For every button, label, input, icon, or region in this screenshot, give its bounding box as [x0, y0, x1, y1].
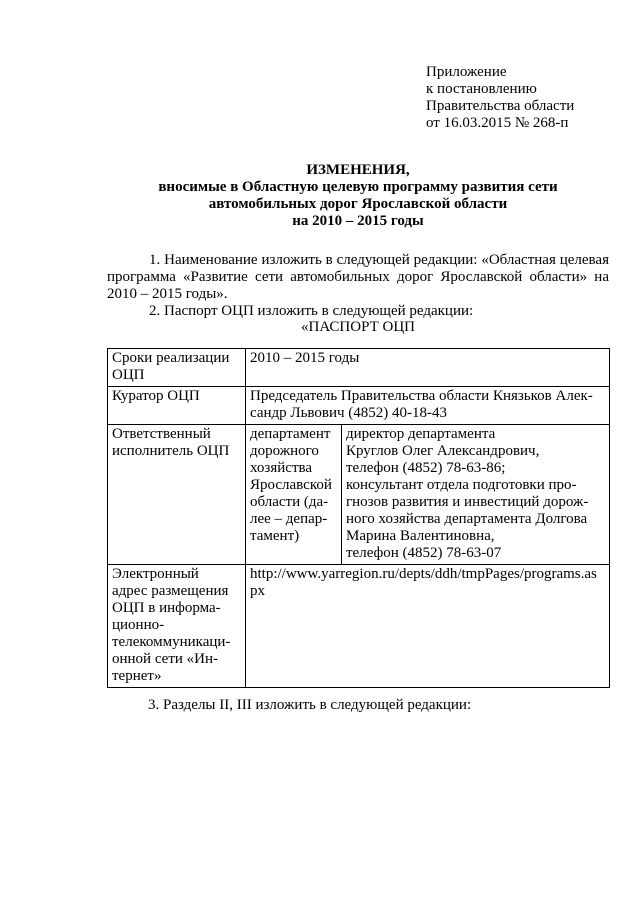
paragraph-2: 2. Паспорт ОЦП изложить в следующей редакции:: [149, 303, 474, 319]
cell-line: тамент): [250, 528, 300, 544]
cell-line: дорожного: [250, 443, 319, 459]
cell-line: ОЦП: [112, 367, 145, 383]
appendix-line: от 16.03.2015 № 268-п: [426, 115, 569, 131]
cell-line: лее – депар-: [250, 511, 328, 527]
passport-table: [107, 348, 610, 688]
cell-line: ного хозяйства департамента Долгова: [346, 511, 588, 527]
row-value-curator: [246, 387, 610, 425]
cell-line: ОЦП в информа-: [112, 600, 221, 616]
title-heading: ИЗМЕНЕНИЯ,: [306, 162, 410, 178]
cell-line: адрес размещения: [112, 583, 229, 599]
row-value-web-address: [246, 565, 610, 688]
row-label-curator: [108, 387, 246, 425]
row-value-terms: [246, 349, 610, 387]
cell-line: исполнитель ОЦП: [112, 443, 230, 459]
cell-line: Сроки реализации: [112, 350, 230, 366]
cell-line: Куратор ОЦП: [112, 388, 200, 404]
row-value-executor-contacts: [342, 425, 610, 565]
cell-line: Круглов Олег Александрович,: [346, 443, 540, 459]
table-row: [108, 565, 610, 688]
cell-line: 2010 – 2015 годы: [250, 350, 360, 366]
row-label-web-address: [108, 565, 246, 688]
passport-heading: «ПАСПОРТ ОЦП: [300, 319, 416, 335]
cell-line: Электронный: [112, 566, 199, 582]
url-line: px: [250, 583, 265, 599]
document-title: [100, 162, 616, 230]
row-label-executor: [108, 425, 246, 565]
cell-line: тернет»: [112, 668, 162, 684]
table-row: [108, 425, 610, 565]
cell-line: консультант отдела подготовки про-: [346, 477, 577, 493]
paragraph-3: 3. Разделы II, III изложить в следующей редакции:: [148, 697, 472, 713]
cell-line: сандр Львович (4852) 40-18-43: [250, 405, 448, 421]
cell-line: онной сети «Ин-: [112, 651, 219, 667]
cell-line: хозяйства: [250, 460, 313, 476]
appendix-header: [426, 64, 626, 132]
cell-line: гнозов развития и инвестиций дорож-: [346, 494, 589, 510]
cell-line: телекоммуникаци-: [112, 634, 231, 650]
url-line: http://www.yarregion.ru/depts/ddh/tmpPages/programs.as: [250, 566, 597, 582]
appendix-line: Приложение: [426, 64, 507, 80]
cell-line: Ответственный: [112, 426, 211, 442]
cell-line: Ярославской: [250, 477, 332, 493]
appendix-line: Правительства области: [426, 98, 575, 114]
cell-line: департамент: [250, 426, 331, 442]
row-value-executor-department: [246, 425, 342, 565]
title-line: вносимые в Областную целевую программу развития сети: [158, 179, 558, 195]
row-label-terms: [108, 349, 246, 387]
title-line: на 2010 – 2015 годы: [292, 213, 424, 229]
title-line: автомобильных дорог Ярославской области: [208, 196, 508, 212]
cell-line: Председатель Правительства области Князьков Алек-: [250, 388, 593, 404]
table-row: [108, 387, 610, 425]
cell-line: Марина Валентиновна,: [346, 528, 495, 544]
appendix-line: к постановлению: [426, 81, 537, 97]
cell-line: директор департамента: [346, 426, 496, 442]
cell-line: телефон (4852) 78-63-07: [346, 545, 502, 561]
cell-line: телефон (4852) 78-63-86;: [346, 460, 506, 476]
table-row: [108, 349, 610, 387]
cell-line: области (да-: [250, 494, 329, 510]
paragraph-1: 1. Наименование изложить в следующей редакции: «Областная целевая программа «Развитие сети автомобильных дорог Ярославской области» на 2010 – 2015 годы».: [107, 252, 609, 302]
cell-line: ционно-: [112, 617, 165, 633]
